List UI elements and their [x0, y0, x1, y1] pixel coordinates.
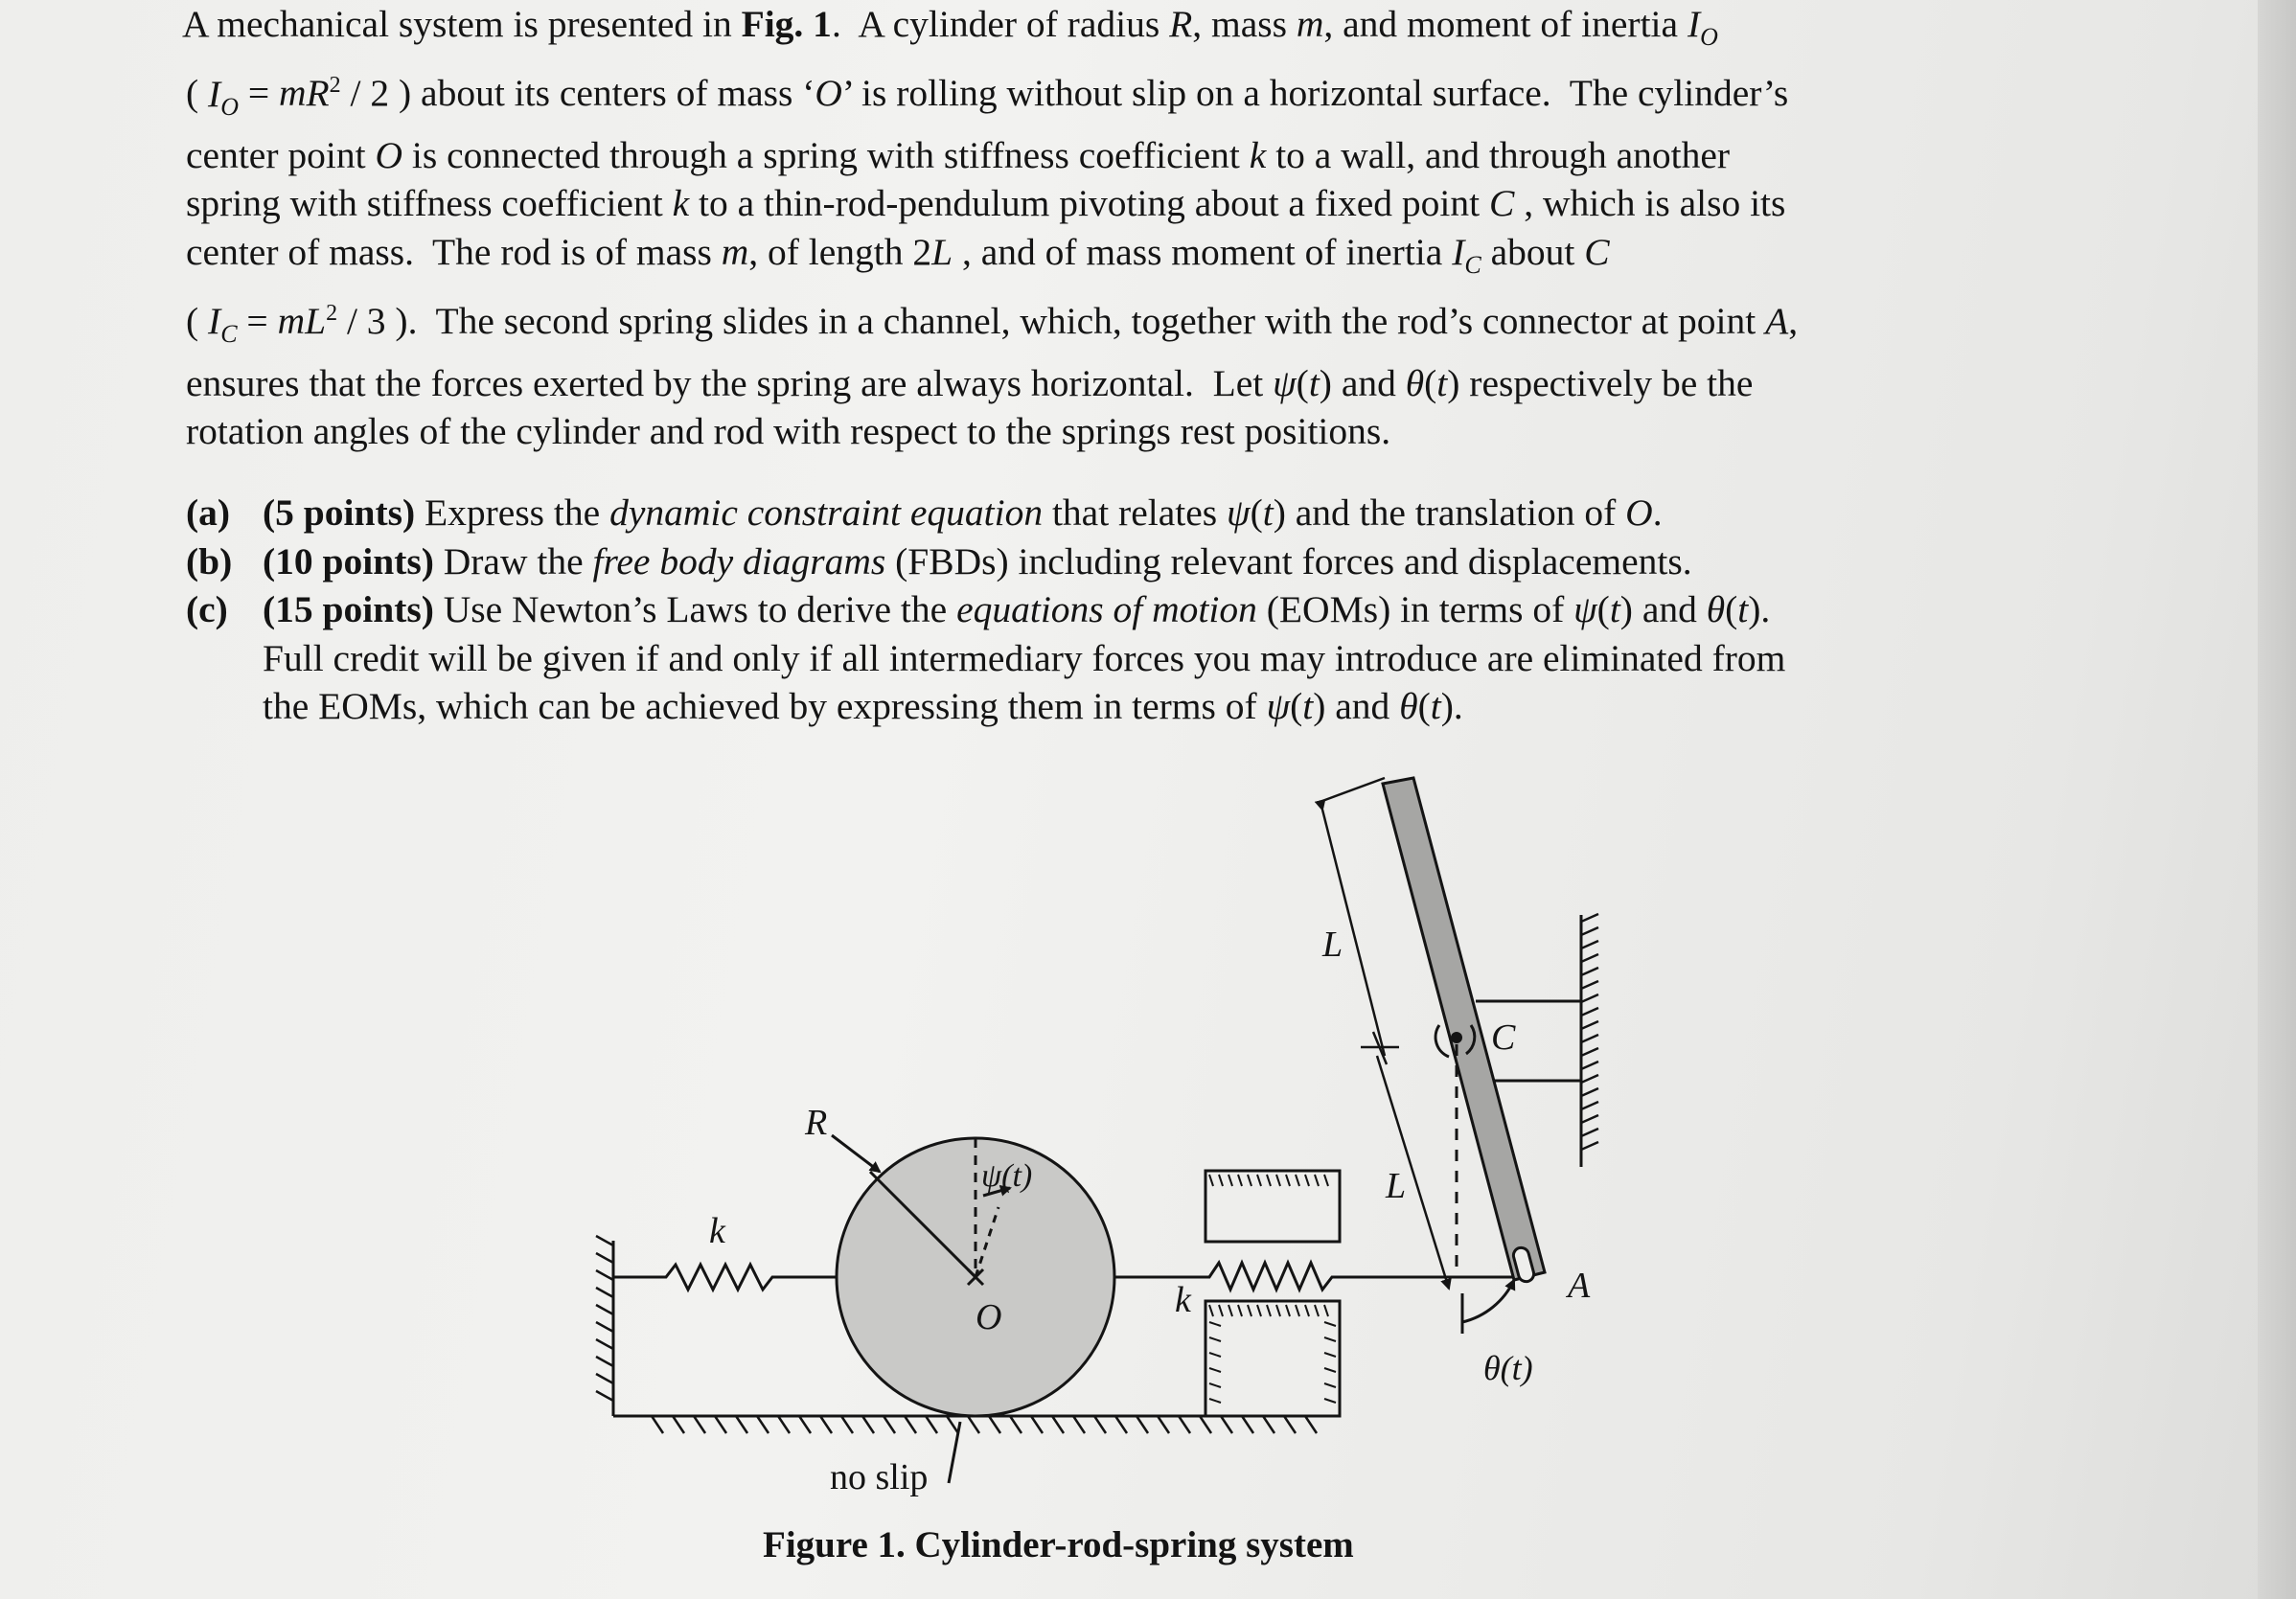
statement-line-2: ( $I_O = mR^2 / 2$ ) about its centers of mass ‘O’ is rolling without slip on a horizontal surface. The cylinder’s — [186, 72, 1789, 121]
ground-surface — [613, 1416, 1340, 1433]
statement-line-7: ensures that the forces exerted by the spring are always horizontal. Let ψ(t) and θ(t) respectively be the — [186, 361, 1754, 404]
statement-line-1: A mechanical system is presented in Fig. 1. A cylinder of radius R, mass m, and moment of inertia $I_O$ — [182, 3, 1718, 51]
label-no-slip: no slip — [830, 1457, 929, 1497]
part-b-label: (b) — [186, 539, 233, 582]
no-slip-pointer — [949, 1422, 960, 1483]
part-c-points: (15 points) — [263, 588, 434, 630]
label-R: R — [805, 1103, 828, 1143]
cylinder — [832, 1135, 1114, 1416]
label-k-right: k — [1175, 1280, 1191, 1320]
part-a-label: (a) — [186, 491, 231, 534]
label-theta: θ(t) — [1483, 1349, 1533, 1387]
statement-line-4: spring with stiffness coefficient k to a thin-rod-pendulum pivoting about a fixed point C , which is also its — [186, 182, 1786, 225]
label-k-left: k — [709, 1211, 725, 1251]
statement-line-6: ( $I_C = mL^2 / 3$ ). The second spring slides in a channel, which, together with the rod’s connector at point A, — [186, 300, 1799, 349]
label-O: O — [976, 1297, 1002, 1337]
part-a: (a) (5 points) Express the dynamic constraint equation that relates ψ(t) and the translation of O. — [186, 489, 2007, 537]
label-L-top: L — [1322, 925, 1343, 965]
part-a-points: (5 points) — [263, 491, 416, 534]
part-b-points: (10 points) — [263, 539, 434, 582]
label-C: C — [1491, 1017, 1516, 1058]
part-b: (b) (10 points) Draw the free body diagrams (FBDs) including relevant forces and displacements. — [186, 537, 2007, 586]
figure-caption: Figure 1. Cylinder-rod-spring system — [763, 1524, 1354, 1565]
statement-line-3: center point O is connected through a spring with stiffness coefficient k to a wall, and through another — [186, 133, 1731, 176]
label-L-bottom: L — [1386, 1166, 1407, 1206]
rod-pendulum — [1383, 778, 1545, 1334]
part-c: (c) (15 points) Use Newton’s Laws to derive the equations of motion (EOMs) in terms of ψ(t) and θ(t). Full credit will be given if and only if all intermediary forces you may introduce are eliminated from the EOMs, which can be achieved by expressing them in terms of ψ(t) and θ(t). — [186, 585, 2007, 731]
statement-line-8: rotation angles of the cylinder and rod with respect to the springs rest positions. — [186, 410, 1391, 453]
part-c-label: (c) — [186, 588, 228, 630]
statement-line-5: center of mass. The rod is of mass m, of length 2L , and of mass moment of inertia $I_C$ about C — [186, 230, 1610, 279]
left-wall — [596, 1236, 613, 1416]
label-psi: ψ(t) — [981, 1158, 1033, 1194]
label-A: A — [1568, 1266, 1591, 1306]
